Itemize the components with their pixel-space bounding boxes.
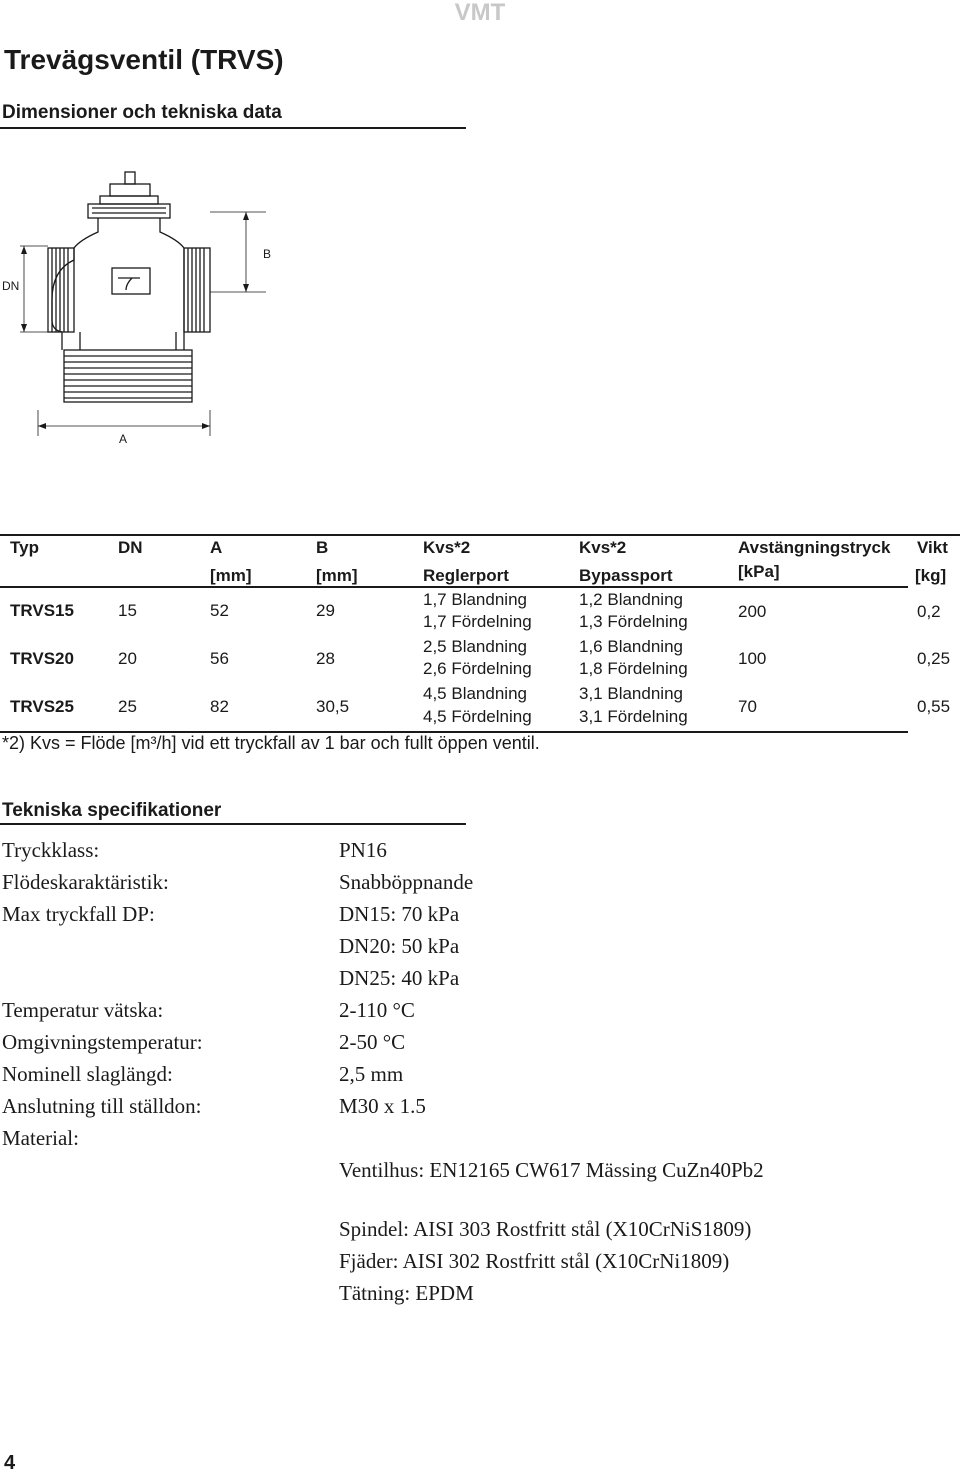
cell-kvs-reg-mix: 2,5 Blandning — [423, 637, 527, 656]
spec-label: Material: — [2, 1126, 79, 1150]
table-footnote: *2) Kvs = Flöde [m³/h] vid ett tryckfall av 1 bar och fullt öppen ventil. — [2, 733, 540, 753]
page-number: 4 — [4, 1452, 16, 1474]
cell-kvs-byp-div: 3,1 Fördelning — [579, 707, 688, 726]
table-top-rule — [0, 534, 960, 536]
cell-a: 56 — [210, 649, 229, 668]
spec-value: 2-110 °C — [339, 998, 415, 1022]
spec-label: Tryckklass: — [2, 838, 100, 862]
brand-logo: VMT — [454, 0, 506, 26]
th-avst-unit: [kPa] — [738, 562, 780, 581]
cell-b: 29 — [316, 601, 335, 620]
cell-kvs-reg-div: 1,7 Fördelning — [423, 612, 532, 631]
cell-vikt: 0,2 — [917, 602, 941, 621]
cell-vikt: 0,55 — [917, 697, 951, 716]
spec-label: Flödeskaraktäristik: — [2, 870, 169, 894]
valve-dimension-drawing — [0, 160, 300, 460]
cell-typ: TRVS15 — [10, 601, 74, 620]
th-kvs-byp-sub: Bypassport — [579, 566, 673, 585]
cell-typ: TRVS25 — [10, 697, 74, 716]
th-vikt: Vikt — [917, 538, 948, 557]
dim-label-a: A — [119, 432, 128, 446]
cell-avst: 100 — [738, 649, 767, 668]
cell-kvs-byp-div: 1,3 Fördelning — [579, 612, 688, 631]
dim-label-dn: DN — [2, 279, 20, 293]
th-dn: DN — [118, 538, 143, 557]
cell-kvs-byp-mix: 1,2 Blandning — [579, 590, 683, 609]
cell-dn: 25 — [118, 697, 137, 716]
spec-value: M30 x 1.5 — [339, 1094, 426, 1118]
cell-kvs-reg-mix: 1,7 Blandning — [423, 590, 527, 609]
cell-b: 30,5 — [316, 697, 350, 716]
cell-kvs-reg-div: 2,6 Fördelning — [423, 659, 532, 678]
dimensions-heading: Dimensioner och tekniska data — [2, 102, 282, 123]
cell-avst: 70 — [738, 697, 757, 716]
table-header-rule — [0, 586, 908, 588]
specs-heading: Tekniska specifikationer — [2, 800, 222, 821]
spec-label: Omgivningstemperatur: — [2, 1030, 203, 1054]
spec-value: 2,5 mm — [339, 1062, 404, 1086]
th-b: B — [316, 538, 329, 557]
spec-value: DN25: 40 kPa — [339, 966, 460, 990]
th-avst: Avstängningstryck — [738, 538, 891, 557]
cell-vikt: 0,25 — [917, 649, 951, 668]
dimensions-heading-rule — [0, 127, 466, 129]
material-item: Spindel: AISI 303 Rostfritt stål (X10CrNiS1809) — [339, 1217, 752, 1241]
material-item: Tätning: EPDM — [339, 1281, 474, 1305]
th-kvs-reg: Kvs*2 — [423, 538, 471, 557]
cell-kvs-reg-div: 4,5 Fördelning — [423, 707, 532, 726]
cell-typ: TRVS20 — [10, 649, 74, 668]
spec-value: PN16 — [339, 838, 387, 862]
th-vikt-unit: [kg] — [915, 566, 947, 585]
cell-kvs-byp-div: 1,8 Fördelning — [579, 659, 688, 678]
cell-kvs-byp-mix: 3,1 Blandning — [579, 684, 683, 703]
cell-b: 28 — [316, 649, 335, 668]
material-item: Ventilhus: EN12165 CW617 Mässing CuZn40Pb2 — [339, 1158, 764, 1182]
cell-dn: 20 — [118, 649, 137, 668]
th-typ: Typ — [10, 538, 39, 557]
th-a-unit: [mm] — [210, 566, 252, 585]
cell-a: 52 — [210, 601, 229, 620]
cell-avst: 200 — [738, 602, 767, 621]
cell-a: 82 — [210, 697, 229, 716]
spec-label: Max tryckfall DP: — [2, 902, 155, 926]
th-kvs-reg-sub: Reglerport — [423, 566, 509, 585]
spec-value: DN15: 70 kPa — [339, 902, 460, 926]
cell-dn: 15 — [118, 601, 137, 620]
spec-value: Snabböppnande — [339, 870, 474, 894]
th-b-unit: [mm] — [316, 566, 358, 585]
th-kvs-byp: Kvs*2 — [579, 538, 627, 557]
page-title: Trevägsventil (TRVS) — [4, 44, 284, 75]
cell-kvs-byp-mix: 1,6 Blandning — [579, 637, 683, 656]
spec-label: Anslutning till ställdon: — [2, 1094, 202, 1118]
spec-label: Nominell slaglängd: — [2, 1062, 173, 1086]
material-item: Fjäder: AISI 302 Rostfritt stål (X10CrNi1809) — [339, 1249, 730, 1273]
specs-heading-rule — [0, 823, 466, 825]
spec-value: DN20: 50 kPa — [339, 934, 460, 958]
cell-kvs-reg-mix: 4,5 Blandning — [423, 684, 527, 703]
spec-value: 2-50 °C — [339, 1030, 406, 1054]
dim-label-b: B — [263, 247, 272, 261]
spec-label: Temperatur vätska: — [2, 998, 164, 1022]
th-a: A — [210, 538, 223, 557]
